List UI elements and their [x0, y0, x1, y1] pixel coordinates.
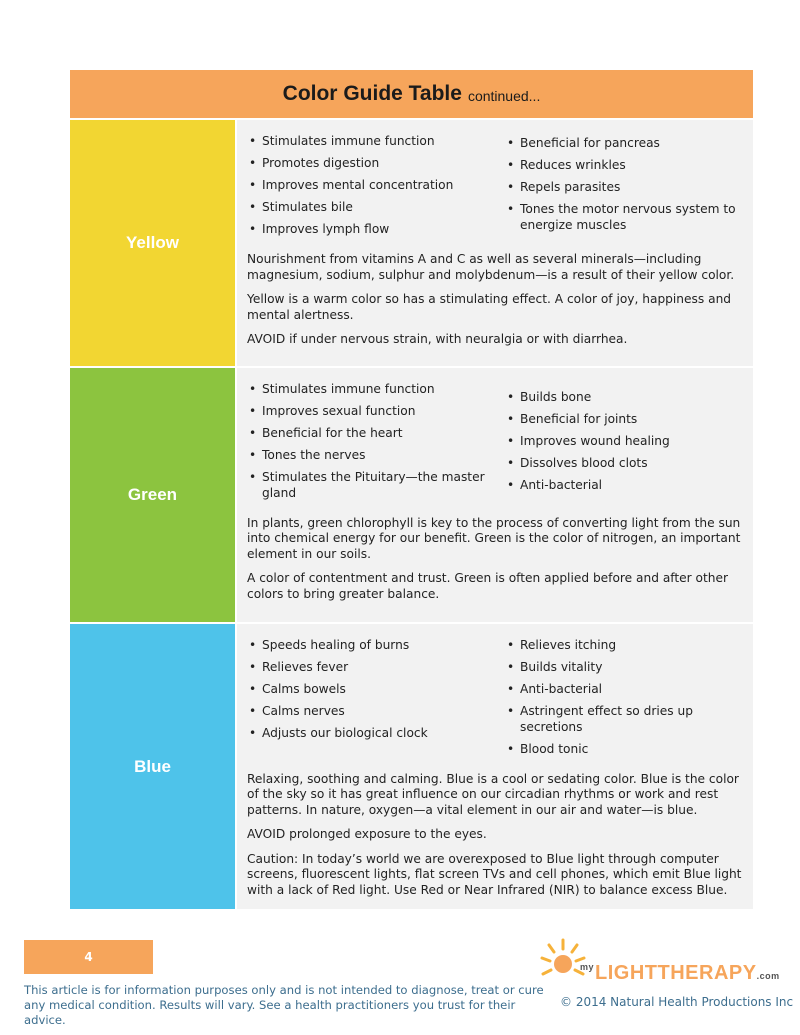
brand-my: my	[580, 962, 595, 972]
bullet-list-right	[505, 390, 745, 508]
paragraph: A color of contentment and trust. Green is often applied before and after other colors to bring greater balance.	[247, 571, 729, 601]
list-item: • Speeds healing of burns	[247, 638, 505, 654]
bullet-list-left	[247, 134, 505, 244]
brand-wordmark	[580, 962, 780, 985]
list-item: • Stimulates immune function	[247, 134, 505, 150]
row-blue	[70, 622, 753, 909]
row-label-text: Green	[127, 485, 178, 504]
disclaimer-text: This article is for information purposes only and is not intended to diagnose, treat or cure any medical condition. Results will vary. See a health practitioners you trust for their advice.	[24, 983, 544, 1027]
paragraph: Yellow is a warm color so has a stimulating effect. A color of joy, happiness and mental alertness.	[247, 292, 732, 322]
list-item: • Reduces wrinkles	[505, 158, 745, 174]
page-number-box	[24, 940, 153, 974]
list-item: • Stimulates immune function	[247, 382, 505, 398]
list-item: • Astringent effect so dries up secretions	[505, 704, 745, 735]
row-yellow	[70, 118, 753, 366]
list-item: • Improves mental concentration	[247, 178, 505, 194]
list-item: • Promotes digestion	[247, 156, 505, 172]
list-item: • Dissolves blood clots	[505, 456, 745, 472]
row-green	[70, 366, 753, 622]
list-item: • Improves lymph flow	[247, 222, 505, 238]
bullet-list-left	[247, 382, 505, 508]
row-label-yellow	[70, 120, 235, 366]
brand-name: LIGHTTHERAPY	[595, 962, 757, 984]
list-item: • Stimulates bile	[247, 200, 505, 216]
row-label-blue	[70, 624, 235, 909]
list-item: • Relieves itching	[505, 638, 745, 654]
list-item: • Relieves fever	[247, 660, 505, 676]
bullet-list-left	[247, 638, 505, 764]
list-item: • Tones the nerves	[247, 448, 505, 464]
row-content-yellow	[235, 120, 753, 366]
list-item: • Improves sexual function	[247, 404, 505, 420]
list-item: • Repels parasites	[505, 180, 745, 196]
table-title: Color Guide Table	[282, 82, 462, 105]
paragraph: In plants, green chlorophyll is key to the process of converting light from the sun into chemical energy for our benefit. Green is the color of nitrogen, an important element in our soils.	[247, 515, 741, 561]
page-number: 4	[84, 950, 93, 964]
list-item: • Calms bowels	[247, 682, 505, 698]
list-item: • Builds bone	[505, 390, 745, 406]
list-item: • Anti-bacterial	[505, 682, 745, 698]
copyright-text: © 2014 Natural Health Productions Inc	[560, 995, 794, 1009]
list-item: • Improves wound healing	[505, 434, 745, 450]
list-item: • Beneficial for pancreas	[505, 136, 745, 152]
list-item: • Beneficial for the heart	[247, 426, 505, 442]
bullet-list-right	[505, 136, 745, 244]
row-content-blue	[235, 624, 753, 909]
bullet-list-right	[505, 638, 745, 764]
list-item: • Calms nerves	[247, 704, 505, 720]
paragraph: Caution: In today’s world we are overexposed to Blue light through computer screens, fluorescent lights, flat screen TVs and cell phones, which emit Blue light with a lack of Red light. Use Red or Near Infrared (NIR) to balance excess Blue.	[247, 851, 742, 897]
list-item: • Stimulates the Pituitary—the master gland	[247, 470, 505, 501]
list-item: • Anti-bacterial	[505, 478, 745, 494]
table-header	[70, 70, 753, 118]
paragraph: AVOID if under nervous strain, with neuralgia or with diarrhea.	[247, 332, 628, 346]
list-item: • Blood tonic	[505, 742, 745, 758]
row-label-text: Blue	[134, 756, 171, 776]
row-content-green	[235, 368, 753, 622]
list-item: • Beneficial for joints	[505, 412, 745, 428]
list-item: • Adjusts our biological clock	[247, 726, 505, 742]
list-item: • Tones the motor nervous system to energize muscles	[505, 202, 745, 233]
brand-suffix: .com	[756, 971, 780, 981]
paragraph: AVOID prolonged exposure to the eyes.	[247, 827, 487, 841]
table-subtitle: continued...	[467, 88, 541, 104]
list-item: • Builds vitality	[505, 660, 745, 676]
row-label-green	[70, 368, 235, 622]
color-guide-table	[70, 70, 753, 909]
brand-logo	[536, 932, 786, 992]
row-label-text: Yellow	[126, 233, 179, 252]
paragraph: Nourishment from vitamins A and C as well as several minerals—including magnesium, sodium, sulphur and molybdenum—is a result of their yellow color.	[247, 252, 735, 282]
paragraph: Relaxing, soothing and calming. Blue is a cool or sedating color. Blue is the color of the sky so it has great influence on our circadian rhythms or work and rest patterns. In nature, oxygen—a vital element in our air and water—is blue.	[247, 771, 739, 817]
